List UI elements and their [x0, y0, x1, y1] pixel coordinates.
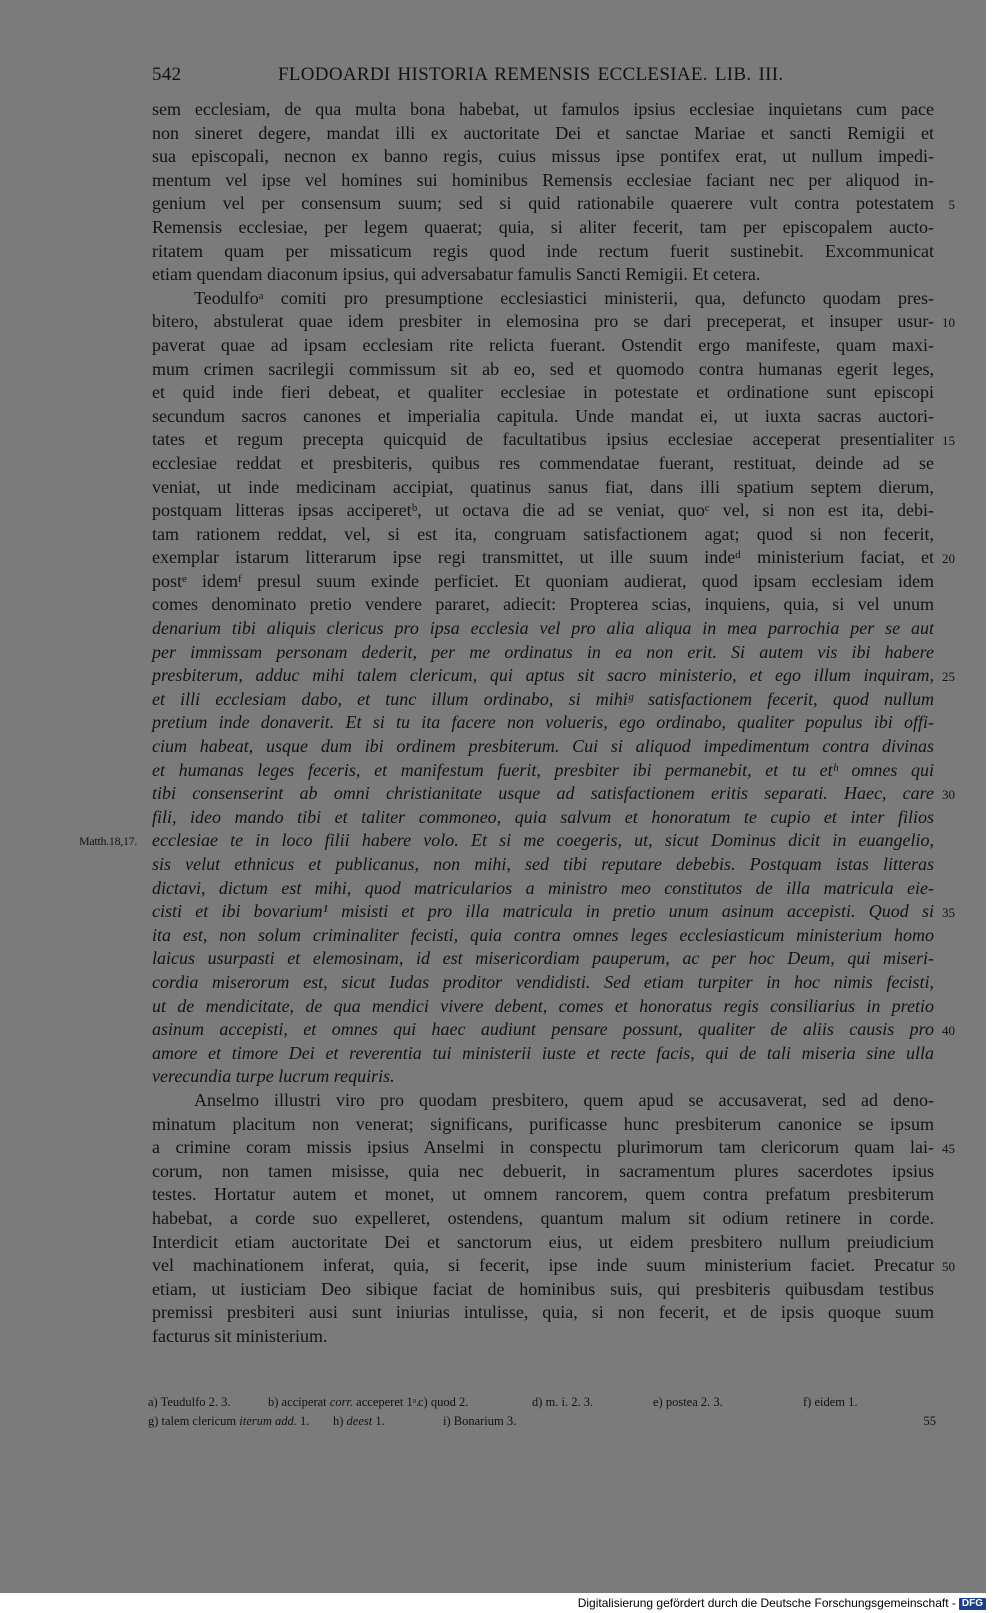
text-line	[152, 900, 955, 924]
line-text: et humanas leges feceris, et manifestum fuerit, presbiter ibi permanebit, et tu etʰ omnes qui	[152, 759, 934, 780]
text-line	[152, 1065, 934, 1089]
text-line	[152, 1136, 955, 1160]
line-text: ita est, non solum criminaliter fecisti, quia contra omnes leges ecclesiasticum ministerium homo	[152, 924, 934, 945]
text-line	[152, 1089, 934, 1113]
line-text: Interdicit etiam auctoritate Dei et sanctorum eius, ut eidem presbitero nullum preiudicium	[152, 1231, 934, 1252]
line-text: verecundia turpe lucrum requiris.	[152, 1066, 395, 1087]
line-text: sem ecclesiam, de qua multa bona habebat, ut famulos ipsius ecclesiae inquietans cum pace	[152, 99, 934, 119]
text-line	[152, 735, 934, 759]
note-italic: corr.	[329, 1395, 354, 1409]
text-line	[152, 664, 955, 688]
line-number: 20	[942, 551, 955, 567]
line-text: genium vel per consensum suum; sed si quid rationabile quaerere vult contra potestatem	[152, 193, 934, 214]
apparatus-row	[148, 1393, 936, 1412]
text-line	[152, 711, 934, 735]
line-text: et illi ecclesiam dabo, et tunc illum ordinabo, si mihiᵍ satisfactionem fecerit, quod nullum	[152, 688, 934, 709]
text-line	[152, 1160, 934, 1184]
text-line	[79, 829, 934, 853]
note-italic: deest	[346, 1414, 373, 1428]
text-line	[152, 192, 955, 216]
text-line	[152, 405, 934, 429]
text-line	[152, 1325, 934, 1349]
text-line	[152, 1042, 934, 1066]
line-text: sis velut ethnicus et publicanus, non mihi, sed tibi reputare debebis. Postquam istas litteras	[152, 854, 934, 874]
running-title: FLODOARDI HISTORIA REMENSIS ECCLESIAE. LIB. III.	[278, 64, 784, 85]
text-line	[152, 122, 934, 146]
credit-text: Digitalisierung gefördert durch die Deutsche Forschungsgemeinschaft -	[577, 1596, 956, 1610]
page-header	[150, 64, 940, 88]
note-text: d) m. i. 2. 3.	[532, 1395, 594, 1409]
line-text: secundum sacros canones et imperialia capitula. Unde mandat ei, ut iuxta sacras auctori-	[152, 405, 934, 426]
text-line	[152, 263, 934, 287]
line-text: ut de mendicitate, de qua mendici vivere debent, comes et honoratus regis consiliarius in pretio	[152, 995, 934, 1016]
line-text: tibi consenserint ab omni christianitate usque ad satisfactionem eritis separati. Haec, care	[152, 783, 934, 804]
apparatus-note	[333, 1412, 385, 1431]
text-line	[152, 216, 934, 240]
line-text: per immissam personam dederit, per me ordinatus in ea non erit. Si autem vis ibi habere	[152, 641, 934, 662]
note-text: f) eidem 1.	[803, 1395, 858, 1409]
apparatus-row	[148, 1412, 936, 1431]
line-text: mum crimen sacrilegii commissum sit ab eo, sed et quomodo contra humanas egerit leges,	[152, 358, 934, 379]
apparatus-line-number: 55	[923, 1414, 936, 1428]
line-text: facturus sit ministerium.	[152, 1325, 328, 1346]
text-line	[152, 476, 934, 500]
apparatus-note	[148, 1393, 231, 1412]
text-line	[152, 428, 955, 452]
note-text: c) quod 2.	[418, 1395, 469, 1409]
text-line	[152, 688, 934, 712]
line-text: cordia miserorum est, sicut Iudas proditor vendidisti. Sed etiam turpiter in hoc nimis fecisti,	[152, 971, 934, 992]
text-line	[152, 1207, 934, 1231]
line-number: 25	[942, 669, 955, 685]
text-line	[152, 1278, 934, 1302]
line-number: 5	[948, 197, 955, 213]
line-text: bitero, abstulerat quae idem presbiter in elemosina pro se dari preceperat, et insuper usur-	[152, 311, 934, 332]
line-number: 50	[942, 1259, 955, 1275]
critical-apparatus	[148, 1393, 936, 1431]
line-text: mentum vel ipse vel homines sui hominibus Remensis ecclesiae faciant nec per aliquod in-	[152, 169, 934, 190]
text-line	[152, 523, 934, 547]
text-line	[152, 1254, 955, 1278]
apparatus-note	[268, 1393, 419, 1412]
line-text: pretium inde donaverit. Et si tu ita facere non volueris, ego ordinabo, qualiter populus ibi offi-	[152, 712, 934, 733]
text-line	[152, 452, 934, 476]
text-line	[152, 995, 934, 1019]
text-line	[152, 1183, 934, 1207]
digitization-credit	[578, 1593, 986, 1613]
note-italic: iterum add.	[239, 1414, 297, 1428]
apparatus-note	[532, 1393, 593, 1412]
line-text: etiam quendam diaconum ipsius, qui adversabatur famulis Sancti Remigii. Et cetera.	[152, 264, 761, 285]
line-number: 10	[942, 315, 955, 331]
note-text: 1.	[372, 1414, 385, 1428]
text-line	[152, 334, 934, 358]
note-text: e) postea 2. 3.	[653, 1395, 723, 1409]
note-text: b) acciperat	[268, 1395, 330, 1409]
line-text: ecclesiae reddat et presbiteris, quibus res commendatae fuerant, restituat, deinde ad se	[152, 452, 934, 473]
line-text: dictavi, dictum est mihi, quod matricularios a ministro meo constitutos de illa matricula eie-	[152, 877, 934, 898]
line-text: exemplar istarum litterarum ipse regi transmittet, ut ille suum indeᵈ ministerium faciat, et	[152, 547, 934, 568]
marginal-reference: Matth.18,17.	[79, 834, 138, 849]
line-text: presbiterum, adduc mihi talem clericum, qui aptus sit sacro ministerio, et ego illum inquiram,	[152, 665, 934, 686]
line-number: 40	[942, 1023, 955, 1039]
text-line	[152, 971, 934, 995]
apparatus-note	[443, 1412, 516, 1431]
line-number: 35	[942, 905, 955, 921]
text-line	[152, 877, 934, 901]
text-line	[152, 240, 934, 264]
line-text: minatum placitum non venerat; significans, purificasse hunc presbiterum canonice se ipsum	[152, 1113, 934, 1134]
apparatus-note	[653, 1393, 723, 1412]
dfg-logo-icon: DFG	[959, 1598, 986, 1610]
line-text: veniat, ut inde medicinam accipiat, quatinus sanus fiat, dans illi spatium septem dierum,	[152, 476, 934, 497]
text-line	[152, 381, 934, 405]
note-text: 1.	[296, 1414, 310, 1428]
line-text: cium habeat, usque dum ibi ordinem presbiterum. Cui si aliquod impedimentum contra divinas	[152, 736, 934, 757]
text-line	[152, 853, 934, 877]
line-text: non sineret degere, mandat illi ex auctoritate Dei et sanctae Mariae et sancti Remigii et	[152, 122, 934, 143]
page-number: 542	[152, 64, 182, 85]
line-text: et quid inde fieri debeat, et qualiter ecclesiae in potestate et ordinatione sunt episcopi	[152, 382, 934, 403]
line-text: cisti et ibi bovarium¹ misisti et pro illa matricula in pretio unum asinum accepisti. Quod si	[152, 901, 934, 922]
text-line	[152, 782, 955, 806]
line-text: amore et timore Dei et reverentia tui ministerii iuste et recte facis, qui de tali miseria sine ulla	[152, 1042, 934, 1063]
text-line	[152, 806, 934, 830]
note-text: g) talem clericum	[148, 1414, 240, 1428]
line-text: asinum accepisti, et omnes qui haec audiunt pensare possunt, qualiter de aliis causis pro	[152, 1019, 934, 1040]
line-text: ecclesiae te in loco filii habere volo. Et si me coegeris, ut, sicut Dominus dicit in euangelio,	[152, 830, 934, 851]
line-text: laicus usurpasti et elemosinam, id est misericordiam pauperum, ac per hoc Deum, qui miseri-	[152, 948, 934, 969]
line-text: etiam, ut iusticiam Deo sibique faciat de hominibus suis, qui presbiteris quibusdam testibus	[152, 1278, 934, 1299]
line-number: 45	[942, 1141, 955, 1157]
text-line	[152, 287, 934, 311]
text-line	[152, 947, 934, 971]
text-line	[152, 570, 934, 594]
text-line	[152, 169, 934, 193]
apparatus-note	[418, 1393, 468, 1412]
note-text: acceperet 1ᵃ.	[353, 1395, 420, 1409]
note-text: h)	[333, 1414, 347, 1428]
note-text: i) Bonarium 3.	[443, 1414, 517, 1428]
text-line	[152, 546, 955, 570]
text-line	[152, 617, 934, 641]
text-line	[152, 310, 955, 334]
text-line	[152, 499, 934, 523]
text-line	[152, 1301, 934, 1325]
line-text: vel machinationem inferat, quia, si fecerit, ipse inde suum ministerium faciet. Precatur	[152, 1255, 934, 1276]
line-text: tates et regum precepta quicquid de facultatibus ipsius ecclesiae acceperat presentialiter	[152, 429, 934, 450]
note-text: a) Teudulfo 2. 3.	[148, 1395, 231, 1409]
line-text: paverat quae ad ipsam ecclesiam rite relicta fuerant. Ostendit ergo manifeste, quam maxi-	[152, 334, 934, 355]
line-text: Anselmo illustri viro pro quodam presbitero, quem apud se accusaverat, sed ad deno-	[194, 1089, 934, 1110]
text-line	[152, 1113, 934, 1137]
apparatus-note	[803, 1393, 858, 1412]
line-text: fili, ideo mando tibi et taliter commoneo, quia salvum et honoratum te cupio et inter filios	[152, 806, 934, 827]
text-line	[152, 924, 934, 948]
line-number: 15	[942, 433, 955, 449]
text-line	[152, 593, 934, 617]
line-text: Teodulfoᵃ comiti pro presumptione ecclesiastici ministerii, qua, defuncto quodam pres-	[194, 287, 934, 308]
line-text: postquam litteras ipsas acciperetᵇ, ut octava die ad se veniat, quoᶜ vel, si non est ita, debi-	[152, 500, 934, 521]
main-text	[79, 98, 955, 1348]
line-text: sua episcopali, necnon ex banno regis, cuius missus ipse pontifex erat, ut nullum impedi-	[152, 146, 934, 167]
line-text: testes. Hortatur autem et monet, ut omnem rancorem, quem contra prefatum presbiterum	[152, 1184, 934, 1205]
line-text: ritatem quam per missaticum regis quod inde rectum fuerit sustinebit. Excommunicat	[152, 240, 934, 261]
line-text: tam rationem reddat, vel, si est ita, congruam satisfactionem agat; quod si non fecerit,	[152, 523, 934, 544]
text-line	[152, 358, 934, 382]
line-text: Remensis ecclesiae, per legem quaerat; quia, si aliter fecerit, tam per episcopalem aucto-	[152, 216, 934, 237]
apparatus-note	[148, 1412, 309, 1431]
line-text: comes denominato pretio vendere pararet, adiecit: Propterea scias, inquiens, quia, si vel unum	[152, 594, 934, 615]
text-line	[152, 759, 934, 783]
text-line	[152, 641, 934, 665]
line-text: premissi presbiteri ausi sunt iniurias intulisse, quia, si non fecerit, et de ipsis quoque suum	[152, 1302, 934, 1323]
line-text: corum, non tamen misisse, quia nec debuerit, in sacramentum plures sacerdotes ipsius	[152, 1160, 934, 1181]
line-text: denarium tibi aliquis clericus pro ipsa ecclesia vel pro alia aliqua in mea parrochia per se aut	[152, 618, 934, 639]
line-text: habebat, a corde suo expelleret, ostendens, quantum malum sit odium retinere in corde.	[152, 1207, 934, 1228]
text-line	[152, 1018, 955, 1042]
line-text: postᵉ idemᶠ presul suum exinde perficiet. Et quoniam audierat, quod ipsam ecclesiam idem	[152, 570, 934, 591]
line-text: a crimine coram missis ipsius Anselmi in conspectu plurimorum tam clericorum quam lai-	[152, 1137, 934, 1158]
line-number: 30	[942, 787, 955, 803]
text-line	[152, 145, 934, 169]
text-line	[152, 1231, 934, 1255]
text-line	[152, 98, 934, 122]
